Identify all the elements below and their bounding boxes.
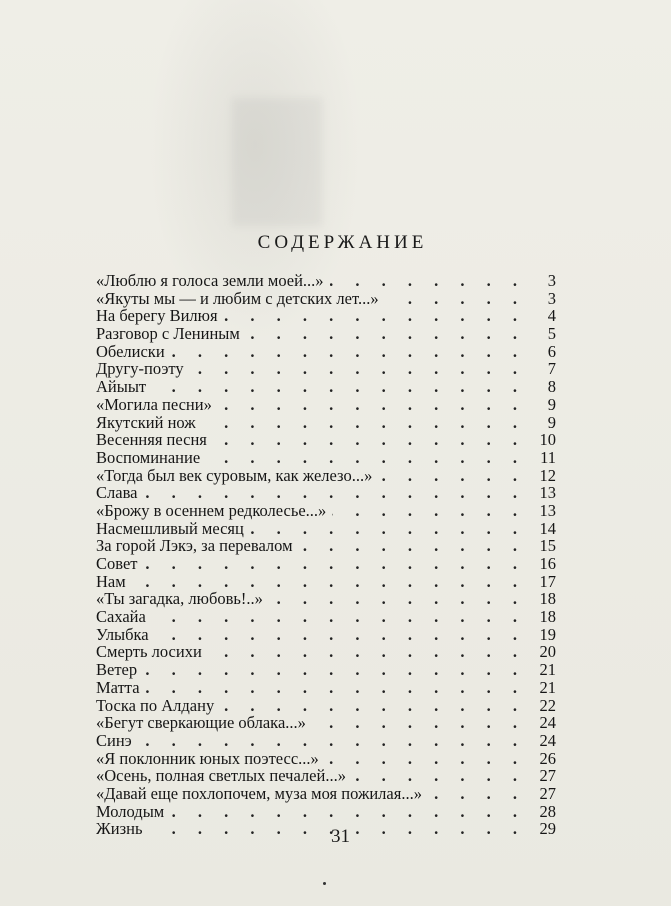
toc-entry bbox=[96, 590, 556, 608]
dot-leader bbox=[220, 697, 526, 715]
toc-entry-title: «Якуты мы — и любим с детских лет...» bbox=[96, 288, 379, 308]
dot-leader bbox=[269, 590, 526, 608]
toc-entry bbox=[96, 626, 556, 644]
toc-entry bbox=[96, 803, 556, 821]
dot-leader bbox=[224, 307, 526, 325]
toc-entry-page: 5 bbox=[547, 324, 556, 344]
dot-leader bbox=[190, 360, 526, 378]
toc-entry bbox=[96, 661, 556, 679]
toc-entry bbox=[96, 714, 556, 732]
dot-leader bbox=[143, 661, 526, 679]
toc-entry bbox=[96, 360, 556, 378]
toc-entry-page: 14 bbox=[539, 518, 556, 538]
toc-entry-title: «Люблю я голоса земли моей...» bbox=[96, 271, 324, 290]
toc-entry-title: Насмешливый месяц bbox=[96, 518, 244, 538]
toc-entry-title: «Давай еще похлопочем, муза моя пожилая...» bbox=[96, 783, 422, 803]
dot-leader bbox=[332, 502, 526, 520]
toc-entry-title: На берегу Вилюя bbox=[96, 306, 218, 326]
toc-entry-page: 19 bbox=[539, 624, 556, 644]
toc-entry-page: 13 bbox=[539, 483, 556, 503]
dot-leader bbox=[213, 431, 526, 449]
toc-entry-page: 24 bbox=[539, 730, 556, 750]
toc-entry bbox=[96, 785, 556, 803]
dot-leader bbox=[132, 573, 526, 591]
dot-leader bbox=[143, 484, 526, 502]
dot-leader bbox=[352, 767, 526, 785]
toc-entry-title: Улыбка bbox=[96, 624, 149, 644]
toc-entry-title: Слава bbox=[96, 483, 138, 503]
toc-entry-title: «Я поклонник юных поэтесс...» bbox=[96, 748, 319, 768]
toc-entry-title: Сахайа bbox=[96, 607, 146, 627]
toc-entry-title: «Брожу в осеннем редколесье...» bbox=[96, 500, 327, 520]
toc-entry-page: 21 bbox=[539, 660, 556, 680]
toc-entry bbox=[96, 732, 556, 750]
dot-leader bbox=[330, 272, 526, 290]
dot-leader bbox=[138, 732, 526, 750]
toc-entry-title: «Ты загадка, любовь!..» bbox=[96, 589, 263, 609]
dot-leader bbox=[428, 785, 526, 803]
dot-leader bbox=[170, 803, 526, 821]
toc-entry-title: «Тогда был век суровым, как железо...» bbox=[96, 465, 373, 485]
toc-entry-page: 9 bbox=[547, 394, 556, 414]
toc-entry bbox=[96, 767, 556, 785]
toc-entry-title: Воспоминание bbox=[96, 447, 201, 467]
toc-entry bbox=[96, 272, 556, 290]
dot-leader bbox=[299, 537, 526, 555]
toc-entry bbox=[96, 449, 556, 467]
toc-entry-title: За горой Лэкэ, за перевалом bbox=[96, 536, 293, 556]
toc-entry bbox=[96, 431, 556, 449]
toc-entry bbox=[96, 555, 556, 573]
toc-entry-title: Нам bbox=[96, 571, 126, 591]
toc-entry-page: 4 bbox=[547, 306, 556, 326]
toc-entry bbox=[96, 520, 556, 538]
toc-entry-page: 16 bbox=[539, 554, 556, 573]
page-number: 31 bbox=[331, 826, 350, 847]
toc-entry-title: Молодым bbox=[96, 801, 165, 821]
toc-entry bbox=[96, 573, 556, 591]
toc-entry-title: Смерть лосихи bbox=[96, 642, 202, 662]
toc-entry-title: Жизнь bbox=[96, 819, 143, 839]
toc-entry bbox=[96, 343, 556, 361]
dot-leader bbox=[218, 396, 526, 414]
dot-leader bbox=[155, 626, 526, 644]
toc-entry-title: Синэ bbox=[96, 730, 132, 750]
dot-leader bbox=[250, 520, 526, 538]
toc-entry bbox=[96, 467, 556, 485]
toc-entry-page: 18 bbox=[539, 607, 556, 627]
toc-entry bbox=[96, 378, 556, 396]
table-of-contents bbox=[96, 272, 556, 838]
toc-entry-page: 21 bbox=[539, 677, 556, 697]
bleed-through-shadow bbox=[232, 98, 322, 226]
toc-entry-page: 29 bbox=[539, 819, 556, 839]
toc-entry-page: 9 bbox=[547, 412, 556, 432]
toc-entry-title: Обелиски bbox=[96, 341, 165, 361]
toc-entry-page: 7 bbox=[547, 359, 556, 379]
toc-entry-page: 22 bbox=[539, 695, 556, 715]
dot-leader bbox=[152, 378, 526, 396]
toc-entry-title: «Могила песни» bbox=[96, 394, 212, 414]
dot-leader bbox=[143, 555, 526, 573]
toc-entry-title: Совет bbox=[96, 554, 138, 573]
toc-entry-page: 3 bbox=[547, 288, 556, 308]
toc-entry-page: 20 bbox=[539, 642, 556, 662]
dot-leader bbox=[208, 643, 526, 661]
toc-entry bbox=[96, 643, 556, 661]
toc-entry bbox=[96, 325, 556, 343]
toc-entry-title: Другу-поэту bbox=[96, 359, 184, 379]
contents-heading: СОДЕРЖАНИЕ bbox=[257, 232, 428, 253]
toc-entry-page: 8 bbox=[547, 377, 556, 397]
toc-entry bbox=[96, 697, 556, 715]
toc-entry bbox=[96, 502, 556, 520]
toc-entry bbox=[96, 307, 556, 325]
dot-leader bbox=[206, 449, 526, 467]
toc-entry-page: 28 bbox=[539, 801, 556, 821]
toc-entry-title: Тоска по Алдану bbox=[96, 695, 215, 715]
toc-entry bbox=[96, 750, 556, 768]
toc-entry-title: Ветер bbox=[96, 660, 138, 680]
dot-leader bbox=[202, 414, 526, 432]
toc-entry bbox=[96, 537, 556, 555]
toc-entry-title: Матта bbox=[96, 677, 140, 697]
toc-entry bbox=[96, 414, 556, 432]
toc-entry-page: 27 bbox=[539, 783, 556, 803]
toc-entry-page: 17 bbox=[539, 571, 556, 591]
print-speck bbox=[323, 882, 326, 885]
toc-entry-page: 6 bbox=[547, 341, 556, 361]
toc-entry-page: 13 bbox=[539, 500, 556, 520]
toc-entry-page: 11 bbox=[540, 447, 556, 467]
toc-entry bbox=[96, 290, 556, 308]
dot-leader bbox=[246, 325, 526, 343]
toc-entry-page: 10 bbox=[539, 430, 556, 450]
dot-leader bbox=[378, 467, 526, 485]
dot-leader bbox=[312, 714, 526, 732]
toc-entry-title: «Осень, полная светлых печалей...» bbox=[96, 766, 346, 786]
toc-entry-title: Весенняя песня bbox=[96, 430, 207, 450]
toc-entry-page: 15 bbox=[539, 536, 556, 556]
toc-entry-title: «Бегут сверкающие облака...» bbox=[96, 713, 306, 733]
toc-entry-page: 3 bbox=[547, 271, 556, 290]
toc-entry-page: 12 bbox=[539, 465, 556, 485]
toc-entry-title: Разговор с Лениным bbox=[96, 324, 240, 344]
dot-leader bbox=[152, 608, 526, 626]
toc-entry-page: 26 bbox=[539, 748, 556, 768]
dot-leader bbox=[325, 750, 526, 768]
dot-leader bbox=[171, 343, 526, 361]
toc-entry-title: Якутский нож bbox=[96, 412, 196, 432]
toc-entry bbox=[96, 484, 556, 502]
toc-entry-title: Айыыт bbox=[96, 377, 147, 397]
toc-entry bbox=[96, 608, 556, 626]
toc-entry-page: 18 bbox=[539, 589, 556, 609]
toc-entry-page: 27 bbox=[539, 766, 556, 786]
toc-entry-page: 24 bbox=[539, 713, 556, 733]
toc-entry bbox=[96, 396, 556, 414]
dot-leader bbox=[385, 290, 526, 308]
dot-leader bbox=[146, 679, 526, 697]
toc-entry bbox=[96, 679, 556, 697]
